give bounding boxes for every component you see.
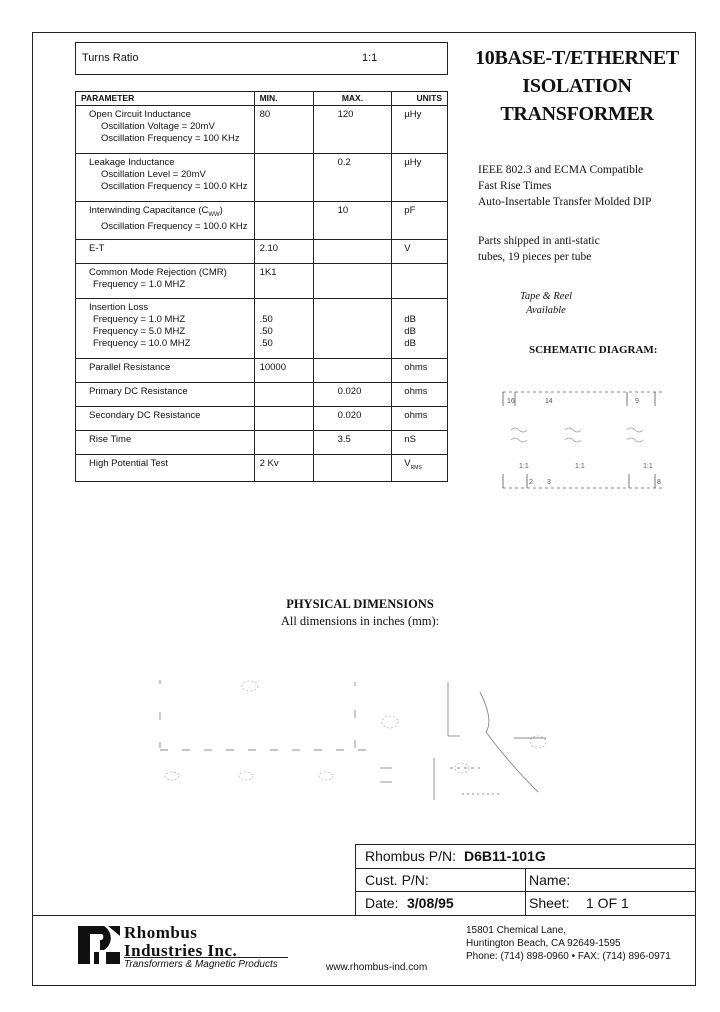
table-row	[76, 202, 448, 240]
param: Open Circuit Inductance	[89, 109, 191, 120]
date-label: Date:	[365, 895, 399, 911]
param-cond: Frequency = 1.0 MHZ	[93, 314, 186, 325]
package-drawing	[150, 672, 570, 812]
table-row	[76, 455, 448, 482]
company-name-line-2: Industries Inc.	[124, 941, 238, 960]
physical-subtitle: All dimensions in inches (mm):	[280, 614, 440, 628]
header-parameter: PARAMETER	[76, 92, 255, 106]
spec-table	[75, 91, 448, 482]
website-link[interactable]: www.rhombus-ind.com	[326, 962, 428, 973]
param: High Potential Test	[76, 455, 255, 482]
schematic-diagram	[495, 388, 670, 493]
turns-ratio-box	[75, 42, 448, 75]
tape-line: Tape & Reel	[519, 291, 573, 302]
min-value: .50	[259, 338, 273, 349]
max-value: 3.5	[313, 431, 392, 455]
name-label: Name:	[529, 872, 571, 888]
header-min: MIN.	[254, 92, 313, 106]
table-row	[76, 407, 448, 431]
ratio-label: 1:1	[575, 463, 585, 470]
shipping-line: tubes, 19 pieces per tube	[478, 251, 592, 263]
table-row	[76, 106, 448, 154]
cust-pn-label: Cust. P/N:	[365, 872, 429, 888]
unit-value: ohms	[392, 359, 448, 383]
unit-subscript: RMS	[410, 464, 422, 471]
param-cond: Frequency = 5.0 MHZ	[93, 326, 186, 337]
param-cond: Oscillation Frequency = 100.0 KHz	[101, 220, 248, 232]
tape-line: Available	[526, 305, 566, 316]
company-address	[466, 924, 671, 963]
table-row	[76, 359, 448, 383]
feature-item: Fast Rise Times	[478, 180, 552, 192]
feature-item: IEEE 802.3 and ECMA Compatible	[478, 164, 644, 176]
date-value: 3/08/95	[407, 895, 454, 911]
param-subscript: WW	[208, 211, 220, 218]
address-line: 15801 Chemical Lane,	[466, 925, 567, 936]
unit-value: V	[392, 240, 448, 264]
param: Secondary DC Resistance	[76, 407, 255, 431]
company-name-line-1: Rhombus	[124, 923, 198, 942]
max-value: 10	[313, 202, 392, 240]
phone-fax: Phone: (714) 898-0960 • FAX: (714) 896-0971	[466, 951, 671, 962]
param: Leakage Inductance	[89, 157, 175, 168]
physical-dimensions	[240, 596, 480, 630]
header-units: UNITS	[392, 92, 448, 106]
unit-value: pF	[392, 202, 448, 240]
pin-label: 14	[545, 398, 553, 405]
pin-label: 2	[529, 479, 533, 486]
unit-value: V	[404, 458, 411, 469]
max-value	[313, 264, 392, 299]
max-value: 0.020	[313, 407, 392, 431]
max-value	[313, 455, 392, 482]
min-value: .50	[259, 314, 273, 325]
param-cond: Oscillation Level = 20mV	[101, 169, 206, 180]
min-value: 1K1	[254, 264, 313, 299]
footer-divider	[32, 915, 696, 916]
max-value	[313, 240, 392, 264]
min-value: 10000	[254, 359, 313, 383]
unit-value: ohms	[392, 383, 448, 407]
header-max: MAX.	[313, 92, 392, 106]
unit-value: dB	[404, 326, 416, 337]
param: Parallel Resistance	[76, 359, 255, 383]
title-block-pn	[355, 844, 696, 869]
company-name	[124, 924, 237, 960]
table-row	[76, 299, 448, 359]
min-value	[254, 154, 313, 202]
rhombus-logo-icon	[78, 922, 122, 966]
title-line-3: TRANSFORMER	[500, 103, 654, 125]
max-value	[313, 359, 392, 383]
unit-value: µHy	[392, 106, 448, 154]
param: Insertion Loss	[89, 302, 149, 313]
title-line-2: ISOLATION	[522, 75, 632, 97]
title-block-cust	[355, 868, 526, 892]
ratio-label: 1:1	[643, 463, 653, 470]
min-value: 2.10	[254, 240, 313, 264]
pn-value: D6B11-101G	[464, 848, 546, 864]
pn-label: Rhombus P/N:	[365, 848, 457, 864]
min-value	[254, 202, 313, 240]
shipping-line: Parts shipped in anti-static	[478, 235, 600, 247]
unit-value	[392, 264, 448, 299]
title-block-sheet	[525, 891, 696, 916]
max-value: 120	[313, 106, 392, 154]
min-value: 80	[254, 106, 313, 154]
unit-value: nS	[392, 431, 448, 455]
table-row	[76, 383, 448, 407]
param-cond: Frequency = 1.0 MHZ	[93, 279, 186, 290]
unit-value: dB	[404, 314, 416, 325]
feature-list	[478, 162, 651, 210]
sheet-label: Sheet:	[529, 895, 570, 911]
param-cond: Oscillation Frequency = 100 KHz	[101, 133, 240, 144]
title-block-date	[355, 891, 526, 916]
table-row	[76, 264, 448, 299]
title-line-1: 10BASE-T/ETHERNET	[475, 47, 679, 69]
min-value	[254, 431, 313, 455]
title-block-name	[525, 868, 696, 892]
unit-value: ohms	[392, 407, 448, 431]
min-value: .50	[259, 326, 273, 337]
turns-ratio-value: 1:1	[362, 52, 378, 64]
unit-value: µHy	[392, 154, 448, 202]
max-value: 0.2	[313, 154, 392, 202]
max-value: 0.020	[313, 383, 392, 407]
schematic-title: SCHEMATIC DIAGRAM:	[529, 344, 658, 356]
param-cond: Oscillation Voltage = 20mV	[101, 121, 215, 132]
tape-reel-note	[505, 290, 587, 318]
product-title	[462, 44, 692, 128]
table-header-row	[76, 92, 448, 106]
param: E-T	[76, 240, 255, 264]
param: Interwinding Capacitance (C	[89, 205, 209, 216]
param-end: )	[219, 205, 223, 216]
pin-label: 3	[547, 479, 551, 486]
pin-label: 16	[507, 398, 515, 405]
ratio-label: 1:1	[519, 463, 529, 470]
table-row	[76, 240, 448, 264]
param-cond: Frequency = 10.0 MHZ	[93, 338, 191, 349]
sheet-value: 1 OF 1	[586, 895, 629, 911]
table-row	[76, 431, 448, 455]
shipping-note	[478, 233, 600, 265]
feature-item: Auto-Insertable Transfer Molded DIP	[478, 196, 652, 208]
param: Primary DC Resistance	[76, 383, 255, 407]
pin-label: 8	[657, 479, 661, 486]
min-value	[254, 407, 313, 431]
turns-ratio-label: Turns Ratio	[82, 52, 139, 64]
min-value	[254, 383, 313, 407]
company-tagline: Transformers & Magnetic Products	[124, 957, 288, 970]
min-value: 2 Kv	[254, 455, 313, 482]
pin-label: 9	[635, 398, 639, 405]
param: Common Mode Rejection (CMR)	[89, 267, 227, 278]
param: Rise Time	[76, 431, 255, 455]
unit-value: dB	[404, 338, 416, 349]
table-row	[76, 154, 448, 202]
param-cond: Oscillation Frequency = 100.0 KHz	[101, 181, 248, 192]
address-line: Huntington Beach, CA 92649-1595	[466, 938, 621, 949]
physical-title: PHYSICAL DIMENSIONS	[286, 597, 434, 611]
